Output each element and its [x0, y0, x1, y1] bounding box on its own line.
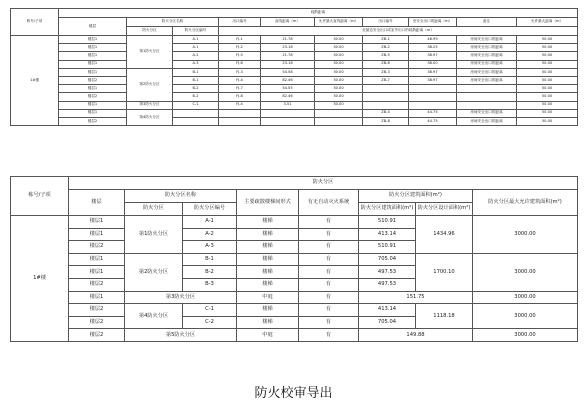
max2-cell: 50.00 — [517, 60, 578, 68]
zone-cell: 第5防火分区 — [125, 329, 237, 342]
sprinkler-cell: 有 — [299, 316, 359, 329]
floor-cell: 楼层2 — [59, 117, 127, 125]
floor-cell: 楼层1 — [69, 253, 125, 266]
exit2-cell: ZB-5 — [363, 52, 409, 60]
floor-cell: 楼层2 — [69, 278, 125, 291]
distance-cell: 54.58 — [261, 68, 315, 76]
zone-no-cell: B-1 — [173, 68, 219, 76]
distance-cell: 23.18 — [261, 44, 315, 52]
note-cell: 房间安全出口的距离 — [457, 117, 517, 125]
zone-group-header: 防火分区名称 — [127, 18, 219, 27]
table-row — [11, 93, 578, 101]
max-area-cell: 3000.00 — [473, 329, 578, 342]
distance-cell: 54.55 — [261, 85, 315, 93]
exit2-cell: ZB-6 — [363, 60, 409, 68]
max-cell: 30.00 — [315, 36, 363, 44]
exit-cell: 楼梯 — [237, 266, 299, 279]
max2-cell: 50.00 — [517, 85, 578, 93]
max-area-cell: 3000.00 — [473, 291, 578, 304]
distance2-cell: 38.97 — [409, 52, 457, 60]
building-cell: 1#楼 — [11, 36, 59, 126]
max2-cell: 50.00 — [517, 76, 578, 84]
distance-header: 直线距离（m） — [261, 18, 315, 27]
area-cell: 413.14 — [359, 228, 416, 241]
design-area-cell: 1700.10 — [416, 253, 473, 291]
note-cell: 房间安全出口的距离 — [457, 68, 517, 76]
floor-cell: 楼层1 — [59, 44, 127, 52]
area-cell: 413.14 — [359, 304, 416, 317]
max-cell — [315, 109, 363, 117]
area-cell: 705.04 — [359, 253, 416, 266]
table-row — [11, 304, 578, 317]
zone-cell: 第4防火分区 — [125, 304, 183, 329]
note-cell: 房间安全出口的距离 — [457, 76, 517, 84]
distance-cell: 21.78 — [261, 52, 315, 60]
zone-cell: 第2防火分区 — [127, 68, 173, 101]
exit-cell: 楼梯 — [237, 316, 299, 329]
zone-no-cell: C-2 — [183, 316, 237, 329]
zone-no-header: 防火分区编号 — [173, 27, 219, 36]
zone-no-cell — [173, 117, 219, 125]
max-cell: 30.00 — [315, 76, 363, 84]
evacuation-distance-table — [10, 8, 578, 126]
zone-no-header: 防火分区编号 — [183, 203, 237, 216]
table-row — [11, 291, 578, 304]
exit2-cell: ZB-3 — [363, 68, 409, 76]
max-distance2-header: 允许最大距离（m） — [517, 18, 578, 27]
exit-cell: 楼梯 — [237, 253, 299, 266]
floor-cell: 楼层1 — [59, 52, 127, 60]
distance2-cell: 38.97 — [409, 68, 457, 76]
distance2-cell — [409, 101, 457, 109]
max2-cell: 50.00 — [517, 52, 578, 60]
note-cell: 房间安全出口的距离 — [457, 109, 517, 117]
design-area-cell: 1118.18 — [416, 304, 473, 329]
floor-cell: 楼层2 — [69, 241, 125, 254]
note-cell: 房间安全出口的距离 — [457, 60, 517, 68]
floor-cell: 楼层2 — [59, 76, 127, 84]
floor-cell: 楼层1 — [69, 266, 125, 279]
max-cell: 30.00 — [315, 101, 363, 109]
table-row — [11, 109, 578, 117]
zone-header: 防火分区 — [125, 203, 183, 216]
group-header: 防火分区 — [69, 177, 578, 190]
exit-cell: 楼梯 — [237, 228, 299, 241]
zone-cell: 第1防火分区 — [127, 36, 173, 69]
zone-group-header: 防火分区名称 — [125, 190, 237, 203]
table-row — [11, 36, 578, 44]
zone-no-cell: B-1 — [183, 253, 237, 266]
exit-cell: FJ-8 — [219, 93, 261, 101]
zone-no-cell: A-1 — [173, 44, 219, 52]
table-row — [11, 85, 578, 93]
exit-cell: 楼梯 — [237, 241, 299, 254]
max-area-cell: 3000.00 — [473, 304, 578, 329]
max-distance-header: 允许最大直线距离（m） — [315, 18, 363, 27]
building-header: 栋号/子项 — [11, 9, 59, 36]
table-row — [11, 76, 578, 84]
table-row — [11, 44, 578, 52]
group-header: 疏散距离 — [59, 9, 578, 18]
max-area-header: 防火分区最大允许建筑面积(m²) — [473, 190, 578, 216]
zone-no-cell — [173, 109, 219, 117]
note-cell — [457, 101, 517, 109]
exit-cell: FJ-7 — [219, 85, 261, 93]
floor-cell: 楼层1 — [69, 291, 125, 304]
sprinkler-cell: 有 — [299, 304, 359, 317]
exit-cell: FJ-4 — [219, 101, 261, 109]
exit-cell: 楼梯 — [237, 304, 299, 317]
exit2-cell: ZB-8 — [363, 117, 409, 125]
building-header: 栋号/子项 — [11, 177, 69, 216]
exit2-cell: ZB-4 — [363, 109, 409, 117]
note-header: 备注 — [457, 18, 517, 27]
area-header: 防火分区建筑面积(m²) — [359, 203, 416, 216]
table-row — [11, 60, 578, 68]
exit-cell: FJ-4 — [219, 76, 261, 84]
zone-cell: 第4防火分区 — [127, 109, 173, 125]
sprinkler-cell: 有 — [299, 253, 359, 266]
design-area-cell: 149.88 — [359, 329, 473, 342]
distance2-cell: 48.99 — [409, 36, 457, 44]
max-cell: 30.00 — [315, 52, 363, 60]
distance2-cell: 38.25 — [409, 44, 457, 52]
exit-header: 主要疏散楼梯间形式 — [237, 190, 299, 216]
note-cell: 房间安全出口的距离 — [457, 36, 517, 44]
design-area-header: 防火分区设计面积(m²) — [416, 203, 473, 216]
fire-compartment-table — [10, 176, 578, 342]
zone-no-cell: C-1 — [173, 101, 219, 109]
table-row — [11, 329, 578, 342]
distance2-cell: 44.75 — [409, 117, 457, 125]
exit2-cell — [363, 85, 409, 93]
note-cell — [457, 85, 517, 93]
floor-cell: 楼层2 — [69, 316, 125, 329]
exit-cell: FJ-6 — [219, 60, 261, 68]
floor-cell: 楼层1 — [59, 85, 127, 93]
area-group-header: 防火分区建筑面积(m²) — [359, 190, 473, 203]
table1-body — [11, 36, 578, 126]
distance2-cell: 44.75 — [409, 109, 457, 117]
exit-cell: 楼梯 — [237, 216, 299, 229]
exit2-cell: ZB-7 — [363, 76, 409, 84]
note-cell — [457, 93, 517, 101]
sprinkler-header: 有无自动灭火系统 — [299, 190, 359, 216]
floor-cell: 楼层1 — [69, 228, 125, 241]
max2-cell: 50.00 — [517, 36, 578, 44]
max2-cell: 50.00 — [517, 44, 578, 52]
max-cell: 30.00 — [315, 68, 363, 76]
exit2-cell — [363, 93, 409, 101]
table-row — [11, 101, 578, 109]
floor-cell: 楼层1 — [59, 109, 127, 117]
zone-no-cell: B-2 — [173, 93, 219, 101]
distance-cell: 23.18 — [261, 60, 315, 68]
page-caption: 防火校审导出 — [254, 386, 333, 401]
zone-cell: 第3防火分区 — [127, 101, 173, 109]
zone-no-cell: A-2 — [183, 228, 237, 241]
exit-cell: FJ-3 — [219, 68, 261, 76]
zone-no-cell: A-2 — [173, 52, 219, 60]
zone-no-cell: A-3 — [183, 241, 237, 254]
sub-header: 至最近安全出口或室外出口的疏散距离（m） — [219, 27, 578, 36]
area-cell: 497.53 — [359, 266, 416, 279]
note-cell: 房间安全出口的距离 — [457, 52, 517, 60]
design-area-cell: 1434.96 — [416, 216, 473, 254]
distance2-cell: 38.00 — [409, 60, 457, 68]
floor-cell: 楼层1 — [69, 216, 125, 229]
table-row — [11, 117, 578, 125]
distance-cell: 21.78 — [261, 36, 315, 44]
distance-cell — [261, 117, 315, 125]
max2-cell: 50.00 — [517, 68, 578, 76]
zone-cell: 第2防火分区 — [125, 253, 183, 291]
max2-cell: 50.00 — [517, 93, 578, 101]
floor-cell: 楼层1 — [59, 68, 127, 76]
distance2-cell — [409, 93, 457, 101]
max-area-cell: 3000.00 — [473, 216, 578, 254]
area-cell: 497.53 — [359, 278, 416, 291]
max-cell: 30.00 — [315, 85, 363, 93]
building-cell: 1#楼 — [11, 216, 69, 342]
design-area-cell: 151.75 — [359, 291, 473, 304]
exit-cell: FJ-1 — [219, 36, 261, 44]
distance-cell: 82.46 — [261, 93, 315, 101]
sprinkler-cell: 有 — [299, 329, 359, 342]
max-cell: 30.00 — [315, 44, 363, 52]
note-cell: 房间安全出口的距离 — [457, 44, 517, 52]
zone-no-cell: B-2 — [173, 85, 219, 93]
exit-cell: 中庭 — [237, 291, 299, 304]
table-row — [11, 216, 578, 229]
distance2-cell: 38.97 — [409, 76, 457, 84]
exit-cell: FJ-5 — [219, 52, 261, 60]
floor-cell: 楼层1 — [59, 36, 127, 44]
floor-cell: 楼层1 — [59, 60, 127, 68]
zone-no-cell: A-1 — [183, 216, 237, 229]
exit-no-header: 出口编号 — [219, 18, 261, 27]
area-cell: 705.04 — [359, 316, 416, 329]
max2-cell: 50.00 — [517, 109, 578, 117]
max-cell: 30.00 — [315, 93, 363, 101]
zone-no-cell: B-1 — [173, 76, 219, 84]
exit-cell: 楼梯 — [237, 278, 299, 291]
max-area-cell: 3000.00 — [473, 253, 578, 291]
zone-no-cell: B-2 — [183, 266, 237, 279]
zone-no-cell: B-3 — [183, 278, 237, 291]
exit-cell — [219, 117, 261, 125]
distance2-cell — [409, 85, 457, 93]
distance-cell: 3.51 — [261, 101, 315, 109]
floor-header: 楼层 — [69, 190, 125, 216]
exit2-distance-header: 至安全出口的距离（m） — [409, 18, 457, 27]
table2-body — [11, 216, 578, 342]
distance-cell — [261, 109, 315, 117]
floor-cell: 楼层2 — [69, 304, 125, 317]
max2-cell: 50.00 — [517, 101, 578, 109]
sprinkler-cell: 有 — [299, 278, 359, 291]
sprinkler-cell: 有 — [299, 216, 359, 229]
table-row — [11, 68, 578, 76]
table-row — [11, 52, 578, 60]
exit2-cell: ZB-2 — [363, 44, 409, 52]
exit-cell — [219, 109, 261, 117]
exit-cell: 中庭 — [237, 329, 299, 342]
exit2-no-header: 出口编号 — [363, 18, 409, 27]
max-cell — [315, 117, 363, 125]
exit-cell: FJ-2 — [219, 44, 261, 52]
max2-cell: 50.00 — [517, 117, 578, 125]
floor-cell: 楼层2 — [69, 329, 125, 342]
exit2-cell — [363, 101, 409, 109]
distance-cell: 82.46 — [261, 76, 315, 84]
floor-cell: 楼层2 — [59, 93, 127, 101]
zone-cell: 第1防火分区 — [125, 216, 183, 254]
floor-cell: 楼层1 — [59, 101, 127, 109]
area-cell: 510.91 — [359, 216, 416, 229]
sprinkler-cell: 有 — [299, 241, 359, 254]
max-cell: 30.00 — [315, 60, 363, 68]
floor-header: 楼层 — [59, 18, 127, 36]
sprinkler-cell: 有 — [299, 228, 359, 241]
area-cell: 510.91 — [359, 241, 416, 254]
zone-no-cell: C-1 — [183, 304, 237, 317]
table-row — [11, 253, 578, 266]
sprinkler-cell: 有 — [299, 291, 359, 304]
zone-cell: 第3防火分区 — [125, 291, 237, 304]
exit2-cell: ZB-1 — [363, 36, 409, 44]
zone-no-cell: A-3 — [173, 60, 219, 68]
sprinkler-cell: 有 — [299, 266, 359, 279]
zone-header: 防火分区 — [127, 27, 173, 36]
zone-no-cell: A-1 — [173, 36, 219, 44]
